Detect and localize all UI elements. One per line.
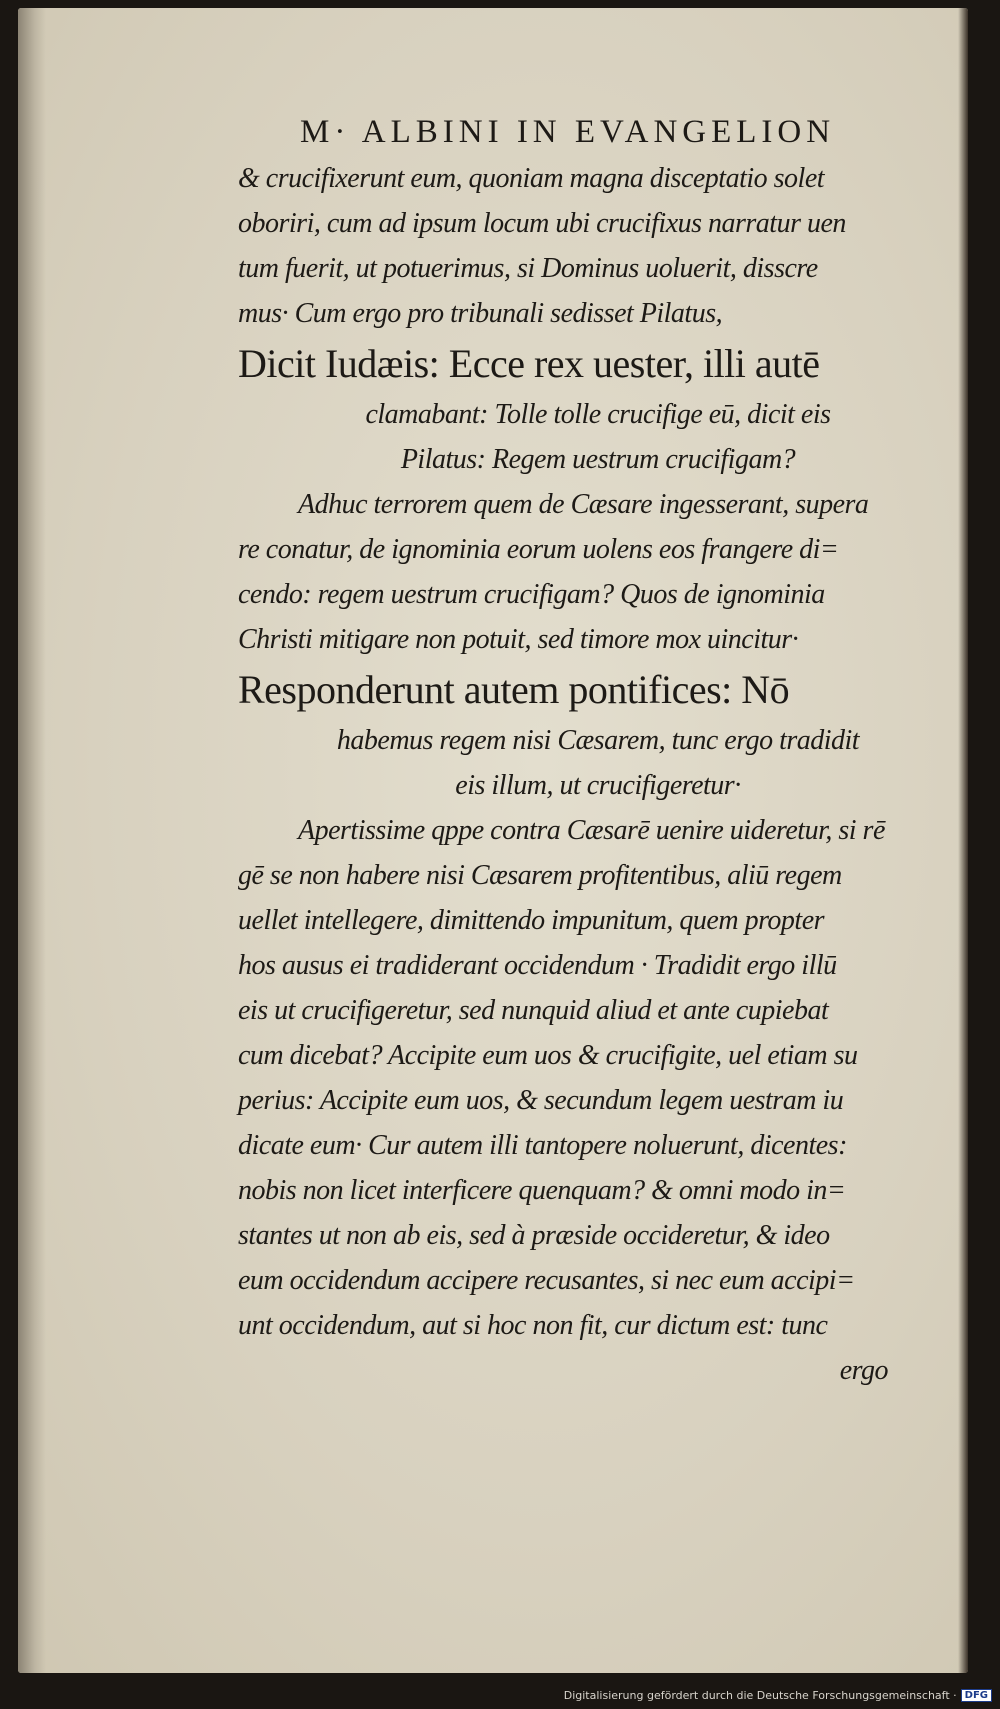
text-line: stantes ut non ab eis, sed à præside occideretur, & ideo: [238, 1220, 830, 1251]
text-line: re conatur, de ignominia eorum uolens eos frangere di=: [238, 534, 839, 565]
text-line: eis illum, ut crucifigeretur·: [455, 770, 741, 801]
text-line: cum dicebat? Accipite eum uos & crucifigite, uel etiam su: [238, 1040, 858, 1071]
text-line: clamabant: Tolle tolle crucifige eū, dicit eis: [365, 399, 831, 430]
credit-text: Digitalisierung gefördert durch die Deutsche Forschungsgemeinschaft ·: [563, 1689, 957, 1702]
text-line: hos ausus ei tradiderant occidendum · Tradidit ergo illū: [238, 950, 837, 981]
text-line: habemus regem nisi Cæsarem, tunc ergo tradidit: [336, 725, 860, 756]
page-gutter-shadow: [18, 8, 46, 1673]
text-line: tum fuerit, ut potuerimus, si Dominus uoluerit, disscre: [238, 253, 818, 284]
text-line: Pilatus: Regem uestrum crucifigam?: [400, 444, 796, 475]
text-line: unt occidendum, aut si hoc non fit, cur dictum est: tunc: [238, 1310, 828, 1341]
text-line: perius: Accipite eum uos, & secundum legem uestram iu: [238, 1085, 844, 1116]
text-line: ergo: [839, 1355, 888, 1386]
text-line: nobis non licet interficere quenquam? & omni modo in=: [238, 1175, 846, 1206]
text-line: cendo: regem uestrum crucifigam? Quos de ignominia: [238, 579, 825, 610]
page-edge-shadow: [958, 8, 968, 1673]
text-block: [238, 108, 958, 1393]
text-line: gē se non habere nisi Cæsarem profitentibus, aliū regem: [238, 860, 842, 891]
text-line: eis ut crucifigeretur, sed nunquid aliud et ante cupiebat: [238, 995, 829, 1026]
text-lines: [238, 156, 958, 1393]
text-line: eum occidendum accipere recusantes, si nec eum accipi=: [238, 1265, 855, 1296]
text-line: Christi mitigare non potuit, sed timore mox uincitur·: [238, 624, 799, 655]
text-line: uellet intellegere, dimittendo impunitum, quem propter: [238, 905, 825, 936]
text-line: & crucifixerunt eum, quoniam magna disceptatio solet: [238, 163, 825, 194]
text-line: Apertissime qppe contra Cæsarē uenire uideretur, si rē: [298, 815, 885, 846]
text-line: mus· Cum ergo pro tribunali sedisset Pilatus,: [238, 298, 723, 329]
book-page: [18, 8, 968, 1673]
text-line: dicate eum· Cur autem illi tantopere noluerunt, dicentes:: [238, 1130, 847, 1161]
dfg-logo: DFG: [961, 1689, 992, 1702]
text-line: Adhuc terrorem quem de Cæsare ingesserant, supera: [298, 489, 869, 520]
digitization-credit: [564, 1689, 992, 1702]
running-head: M· ALBINI IN EVANGELION: [300, 114, 836, 150]
lemma-line: Dicit Iudæis: Ecce rex uester, illi autē: [238, 341, 820, 386]
text-line: oboriri, cum ad ipsum locum ubi crucifixus narratur uen: [238, 208, 846, 239]
lemma-line: Responderunt autem pontifices: Nō: [238, 667, 790, 712]
